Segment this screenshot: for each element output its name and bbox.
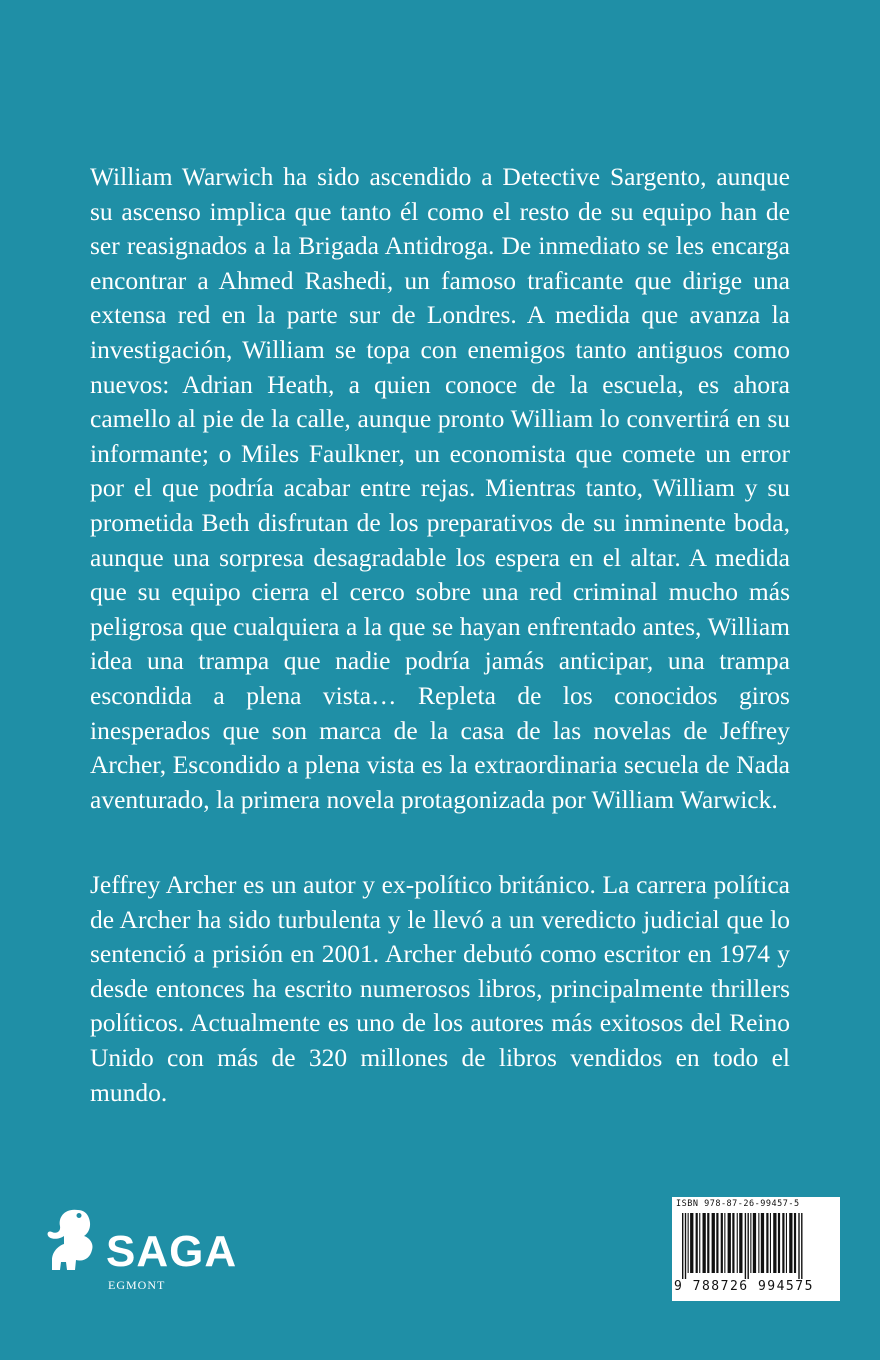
isbn-label: ISBN 978-87-26-99457-5	[676, 1199, 800, 1209]
elephant-logo-icon	[44, 1206, 104, 1276]
publisher-name: SAGA	[106, 1227, 238, 1276]
author-biography: Jeffrey Archer es un autor y ex-político británico. La carrera política de Archer ha sido turbulenta y le llevó a un veredicto judicial que lo sentenció a prisión en 2001. Archer debutó como escritor en 1974 y desde entonces ha escrito numerosos libros, principalmente thrillers políticos. Actualmente es uno de los autores más exitosos del Reino Unido con más de 320 millones de libros vendidos en todo el mundo.	[90, 870, 790, 1107]
publisher-logo	[44, 1200, 244, 1300]
back-cover-synopsis: William Warwich ha sido ascendido a Detective Sargento, aunque su ascenso implica que tanto él como el resto de su equipo han de ser reasignados a la Brigada Antidroga. De inmediato se les encarga encontrar a Ahmed Rashedi, un famoso traficante que dirige una extensa red en la parte sur de Londres. A medida que avanza la investigación, William se topa con enemigos tanto antiguos como nuevos: Adrian Heath, a quien conoce de la escuela, es ahora camello al pie de la calle, aunque pronto William lo convertirá en su informante; o Miles Faulkner, un economista que comete un error por el que podría acabar entre rejas. Mientras tanto, William y su prometida Beth disfrutan de los preparativos de su inminente boda, aunque una sorpresa desagradable los espera en el altar. A medida que su equipo cierra el cerco sobre una red criminal mucho más peligrosa que cualquiera a la que se hayan enfrentado antes, William idea una trampa que nadie podría jamás anticipar, una trampa escondida a plena vista… Repleta de los conocidos giros inesperados que son marca de la casa de las novelas de Jeffrey Archer, Escondido a plena vista es la extraordinaria secuela de Nada aventurado, la primera novela protagonizada por William Warwick.	[90, 162, 790, 814]
publisher-subname: EGMONT	[108, 1278, 166, 1292]
barcode-digits: 9 788726 994575	[674, 1279, 814, 1294]
barcode-bars	[682, 1213, 830, 1279]
isbn-barcode	[672, 1197, 840, 1301]
